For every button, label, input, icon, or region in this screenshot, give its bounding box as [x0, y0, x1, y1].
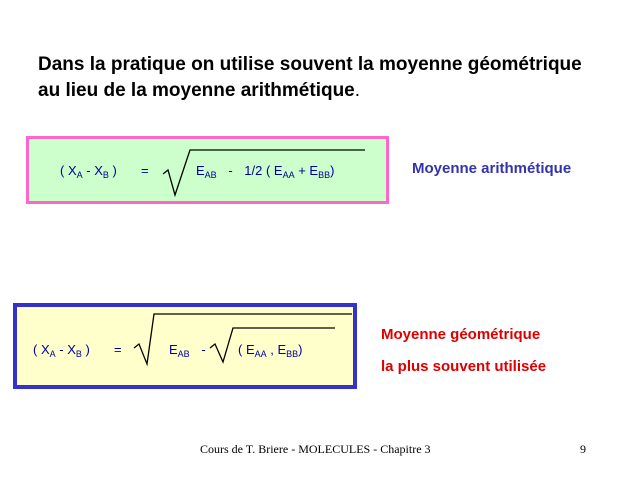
- geometric-rhs-left: [169, 342, 206, 359]
- slide-title-period: .: [354, 80, 361, 101]
- g-rhs-e-ab: E: [169, 342, 178, 357]
- g-rhs-minus: -: [201, 342, 206, 357]
- lhs-sub-b: B: [102, 170, 109, 180]
- geometric-mean-sublabel: la plus souvent utilisée: [381, 358, 547, 375]
- g-lhs-sub-a: A: [49, 349, 56, 359]
- page-number: 9: [580, 442, 586, 456]
- rhs-close: ): [330, 163, 335, 178]
- rhs-aa-sub: AA: [282, 170, 295, 180]
- g-lhs-sub-b: B: [75, 349, 82, 359]
- rhs-bb-sub: BB: [318, 170, 331, 180]
- g-rhs-close: ): [298, 342, 303, 357]
- lhs-sub-a: A: [76, 170, 83, 180]
- lhs-minus: - X: [82, 163, 103, 178]
- geometric-mean-label: Moyenne géométrique: [381, 326, 541, 343]
- g-lhs-minus: - X: [55, 342, 76, 357]
- arithmetic-equals: =: [141, 163, 149, 178]
- arithmetic-mean-label: Moyenne arithmétique: [412, 160, 572, 177]
- rhs-half: 1/2 ( E: [244, 163, 283, 178]
- g-rhs-aa-sub: AA: [254, 349, 267, 359]
- rhs-plus: + E: [294, 163, 319, 178]
- g-rhs-e-ab-sub: AB: [177, 349, 190, 359]
- geometric-rhs-inner: [238, 342, 303, 359]
- g-rhs-bb-sub: BB: [286, 349, 299, 359]
- geometric-equals: =: [114, 342, 122, 357]
- lhs-close: ): [108, 163, 117, 178]
- g-rhs-times: , E: [266, 342, 287, 357]
- g-lhs-open: ( X: [33, 342, 50, 357]
- slide-title-text: Dans la pratique on utilise souvent la moyenne géométrique au lieu de la moyenne arithmétique: [38, 54, 582, 101]
- g-lhs-close: ): [81, 342, 90, 357]
- footer-text: Cours de T. Briere - MOLECULES - Chapitre 3: [200, 442, 431, 456]
- rhs-e-ab: E: [196, 163, 205, 178]
- rhs-e-ab-sub: AB: [204, 170, 217, 180]
- rhs-minus: -: [228, 163, 233, 178]
- lhs-open: ( X: [60, 163, 77, 178]
- g-rhs-open-inner: ( E: [238, 342, 255, 357]
